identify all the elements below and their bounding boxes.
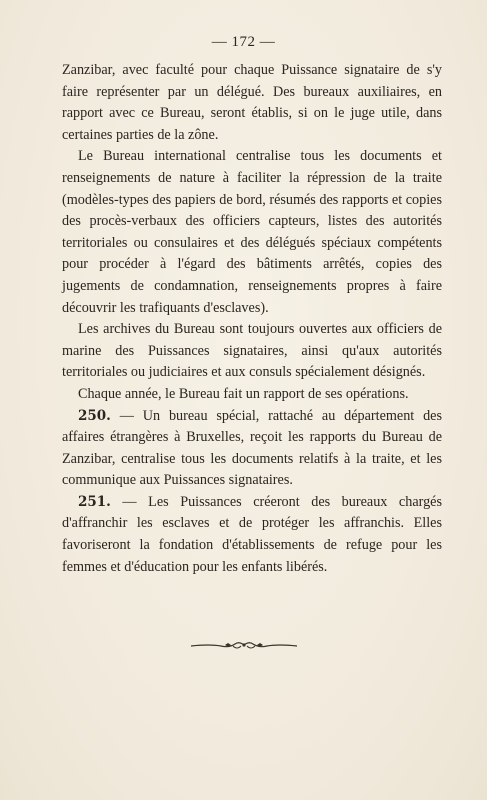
paragraph-continuation: Zanzibar, avec faculté pour chaque Puissance signataire de s'y faire représenter par un délégué. Des bureaux auxiliaires, en rapport avec ce Bureau, seront établis, si on le juge utile, dans certaines parties de la zône. — [62, 62, 442, 143]
paragraph-bureau-international: Le Bureau international centralise tous les documents et renseignements de nature à faciliter la répression de la traite (modèles-types des papiers de bord, résumés des rapports et copies des procès-verbaux des officiers capteurs, listes des autorités territoriales ou consulaires et des délégués spéciaux compétents pour procéder à l'égard des bâtiments arrêtés, copies des jugements de condamnation, renseignements propres à faire découvrir les trafiquants d'esclaves). — [62, 148, 442, 316]
article-text: — Un bureau spécial, rattaché au département des affaires étrangères à Bruxelles, reçoit les rapports du Bureau de Zanzibar, centralise tous les documents relatifs à la traite, et les communique aux Puissances signataires. — [62, 407, 442, 489]
body-text — [62, 60, 442, 578]
article-text: — Les Puissances créeront des bureaux chargés d'affranchir les esclaves et de protéger les affranchis. Elles favoriseront la fondation d'établissements de refuge pour les femmes et d'éducation pour les enfants libérés. — [62, 493, 442, 575]
paragraph-rapport-annuel: Chaque année, le Bureau fait un rapport de ses opérations. — [78, 385, 409, 402]
article-250 — [62, 406, 442, 492]
article-251 — [62, 492, 442, 578]
tailpiece-ornament-icon — [0, 638, 487, 657]
article-number: 251. — [78, 493, 111, 510]
paragraph-archives: Les archives du Bureau sont toujours ouvertes aux officiers de marine des Puissances signataires, ainsi qu'aux autorités territoriales ou judiciaires et aux consuls spécialement désignés. — [62, 321, 442, 381]
page-number: — 172 — — [211, 34, 276, 50]
article-number: 250. — [78, 407, 111, 424]
